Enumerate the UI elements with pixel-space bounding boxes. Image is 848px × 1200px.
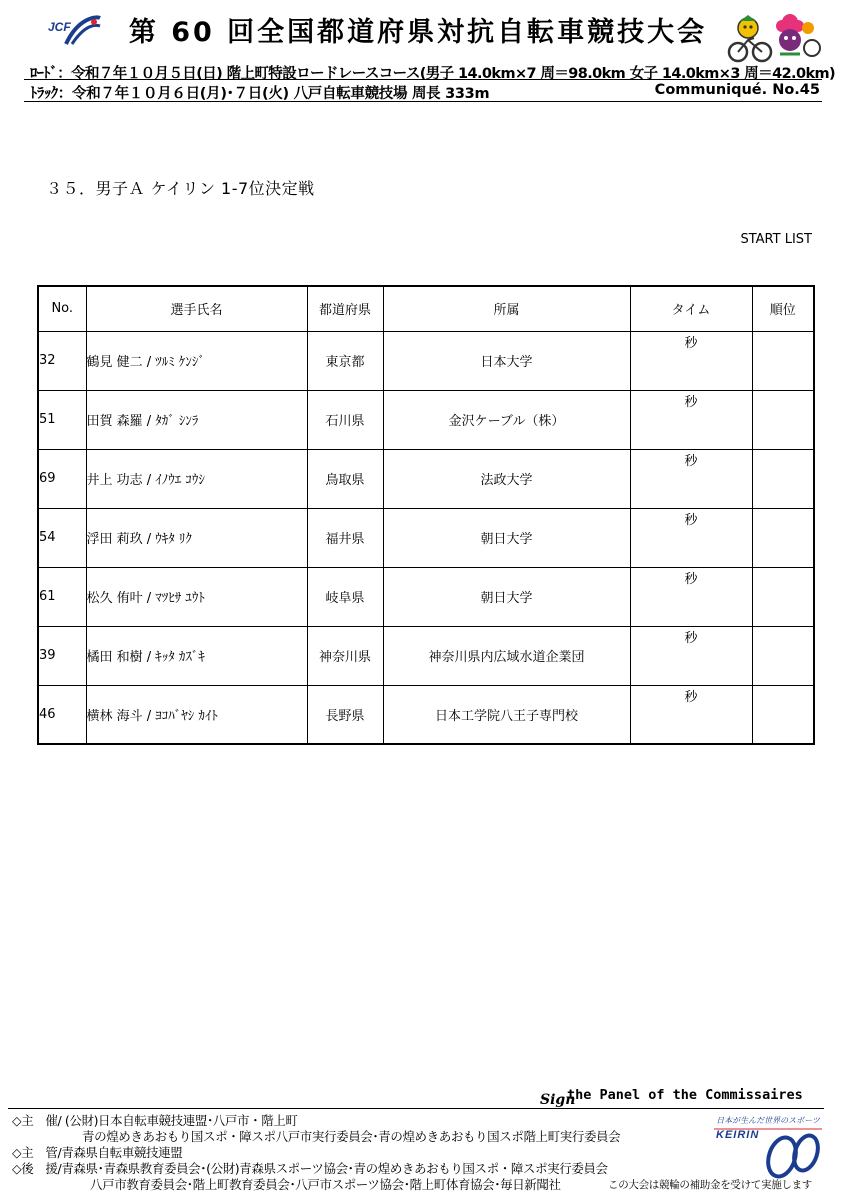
support-line-1: ◇後 援/青森県･青森県教育委員会･(公財)青森県スポーツ協会･青の煌めきあおもり国スポ・障スポ実行委員会 <box>12 1161 608 1176</box>
rider-time: 秒 <box>630 331 752 390</box>
table-header-row <box>38 286 814 331</box>
rider-affiliation: 法政大学 <box>383 449 630 508</box>
table-row <box>38 567 814 626</box>
rider-prefecture: 東京都 <box>307 331 383 390</box>
jcf-logo-text: JCF <box>48 20 71 34</box>
rider-number: 61 <box>38 567 86 626</box>
rider-rank <box>752 626 814 685</box>
header-time: タイム <box>630 286 752 331</box>
rider-number: 54 <box>38 508 86 567</box>
rider-name: 橘田 和樹 / ｷｯﾀ ｶｽﾞｷ <box>86 626 307 685</box>
jcf-logo <box>38 14 108 48</box>
mascot-image <box>724 8 824 64</box>
commissaires-sign-label: the Panel of the Commissaires <box>567 1087 803 1103</box>
rider-affiliation: 日本大学 <box>383 331 630 390</box>
organizer-line-1: ◇主 催/ (公財)日本自転車競技連盟･八戸市・階上町 <box>12 1113 298 1128</box>
rider-time: 秒 <box>630 685 752 744</box>
table-row <box>38 449 814 508</box>
rider-rank <box>752 390 814 449</box>
rider-prefecture: 神奈川県 <box>307 626 383 685</box>
rider-prefecture: 福井県 <box>307 508 383 567</box>
rider-rank <box>752 685 814 744</box>
race-title: ３５．男子Ａ ケイリン 1-7位決定戦 <box>46 179 315 198</box>
support-line-2: 八戸市教育委員会･階上町教育委員会･八戸市スポーツ協会･階上町体育協会･毎日新聞社 <box>90 1177 561 1192</box>
rider-name: 鶴見 健二 / ﾂﾙﾐ ｹﾝｼﾞ <box>86 331 307 390</box>
table-row <box>38 508 814 567</box>
rider-prefecture: 鳥取県 <box>307 449 383 508</box>
rider-rank <box>752 331 814 390</box>
header-divider-bottom <box>24 101 822 102</box>
page-title: 第 60 回全国都道府県対抗自転車競技大会 <box>128 17 708 48</box>
rider-name: 井上 功志 / ｲﾉｳｴ ｺｳｼ <box>86 449 307 508</box>
table-row <box>38 685 814 744</box>
keirin-logo <box>712 1115 824 1181</box>
start-list-table <box>37 285 815 745</box>
keirin-tagline: 日本が生んだ世界のスポーツ <box>716 1116 820 1125</box>
sign-prefix: Sign <box>540 1092 576 1108</box>
header-affiliation: 所属 <box>383 286 630 331</box>
rider-number: 32 <box>38 331 86 390</box>
road-race-info: ﾛｰﾄﾞ：令和７年１０月５日(日) 階上町特設ロードレースコース(男子 14.0km×7 周＝98.0km 女子 14.0km×3 周＝42.0km) <box>30 66 836 82</box>
organizer-line-2: 青の煌めきあおもり国スポ・障スポ八戸市実行委員会･青の煌めきあおもり国スポ階上町実行委員会 <box>82 1129 621 1144</box>
rider-name: 松久 侑叶 / ﾏﾂﾋｻ ﾕｳﾄ <box>86 567 307 626</box>
rider-time: 秒 <box>630 390 752 449</box>
rider-prefecture: 長野県 <box>307 685 383 744</box>
list-type-label: START LIST <box>740 232 812 247</box>
rider-name: 田賀 森羅 / ﾀｶﾞ ｼﾝﾗ <box>86 390 307 449</box>
rider-affiliation: 朝日大学 <box>383 567 630 626</box>
table-row <box>38 626 814 685</box>
rider-name: 浮田 莉玖 / ｳｷﾀ ﾘｸ <box>86 508 307 567</box>
rider-affiliation: 神奈川県内広域水道企業団 <box>383 626 630 685</box>
header-name: 選手氏名 <box>86 286 307 331</box>
rider-time: 秒 <box>630 508 752 567</box>
rider-number: 51 <box>38 390 86 449</box>
keirin-logo-graphic <box>712 1115 824 1181</box>
rider-number: 69 <box>38 449 86 508</box>
rider-number: 39 <box>38 626 86 685</box>
rider-name: 横林 海斗 / ﾖｺﾊﾞﾔｼ ｶｲﾄ <box>86 685 307 744</box>
header-divider-top <box>24 79 822 80</box>
footer-divider <box>8 1108 824 1109</box>
table-row <box>38 331 814 390</box>
header-rank: 順位 <box>752 286 814 331</box>
communique-number: Communiqué. No.45 <box>654 82 820 98</box>
table-row <box>38 390 814 449</box>
rider-time: 秒 <box>630 567 752 626</box>
management-line: ◇主 管/青森県自転車競技連盟 <box>12 1145 183 1160</box>
rider-affiliation: 金沢ケーブル（株） <box>383 390 630 449</box>
subsidy-note: この大会は競輪の補助金を受けて実施します <box>608 1179 812 1191</box>
track-race-info: ﾄﾗｯｸ：令和７年１０月６日(月)･７日(火) 八戸自転車競技場 周長 333m <box>30 86 490 102</box>
rider-rank <box>752 508 814 567</box>
rider-rank <box>752 449 814 508</box>
rider-affiliation: 朝日大学 <box>383 508 630 567</box>
mascot-graphic <box>724 8 824 64</box>
rider-time: 秒 <box>630 449 752 508</box>
keirin-logo-text: KEIRIN <box>716 1129 760 1141</box>
rider-prefecture: 石川県 <box>307 390 383 449</box>
rider-prefecture: 岐阜県 <box>307 567 383 626</box>
rider-affiliation: 日本工学院八王子専門校 <box>383 685 630 744</box>
header-prefecture: 都道府県 <box>307 286 383 331</box>
rider-number: 46 <box>38 685 86 744</box>
rider-rank <box>752 567 814 626</box>
header-no: No. <box>38 286 86 331</box>
rider-time: 秒 <box>630 626 752 685</box>
